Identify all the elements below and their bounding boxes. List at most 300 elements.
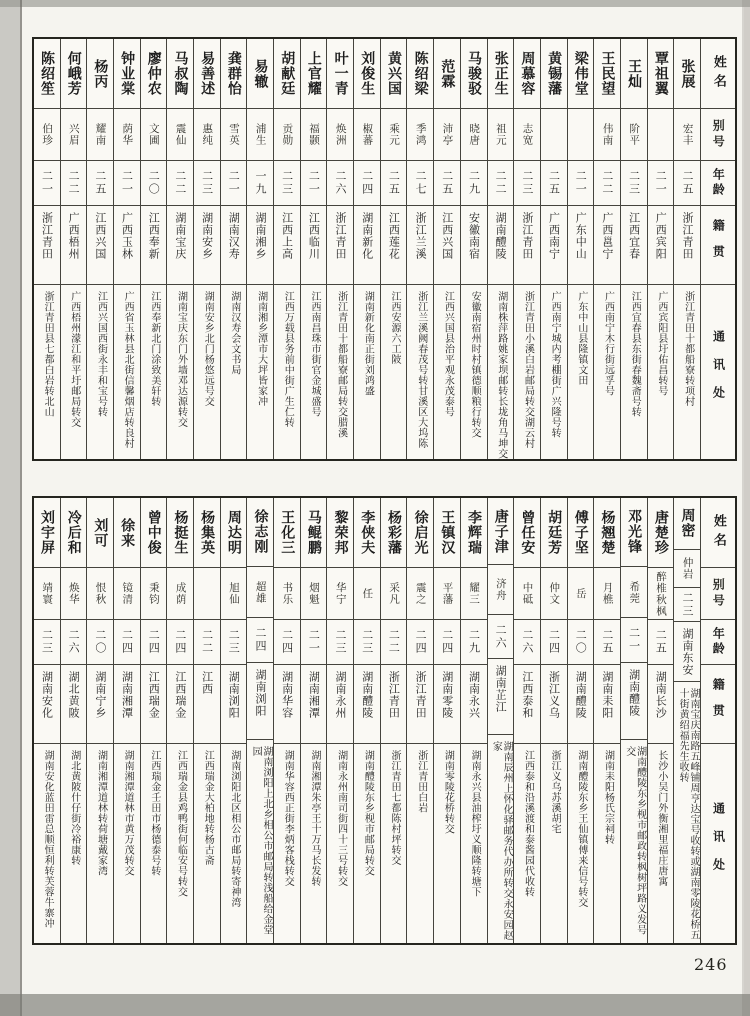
person-column — [326, 39, 353, 459]
header-column-top — [700, 39, 735, 459]
native-place-cell: 广西南宁 — [541, 206, 567, 285]
alias-cell: 伯珍 — [34, 109, 60, 161]
address-cell: 湖南耒阳杨氏宗祠转 — [602, 750, 614, 845]
alias-cell: 仲岩 — [674, 550, 700, 589]
alias-cell: 兴眉 — [61, 109, 87, 161]
name-cell: 易辙 — [247, 39, 273, 109]
name-cell: 覃祖翼 — [648, 39, 674, 109]
native-place-cell: 安徽南宿 — [461, 206, 487, 285]
address-cell: 广西南宁木行街远孚号 — [602, 291, 614, 396]
name-cell: 马骏驳 — [461, 39, 487, 109]
person-column — [380, 39, 407, 459]
person-column — [166, 498, 193, 943]
alias-cell: 书乐 — [274, 568, 300, 620]
person-column — [593, 39, 620, 459]
person-column — [540, 498, 567, 943]
age-cell: 二四 — [247, 618, 273, 662]
age-cell: 二九 — [461, 161, 487, 206]
person-column — [34, 498, 60, 943]
name-cell: 胡廷芳 — [541, 498, 567, 568]
alias-cell: 旭仙 — [221, 568, 247, 620]
native-place-cell: 江西 — [194, 665, 220, 744]
alias-cell: 乘元 — [381, 109, 407, 161]
person-column — [593, 498, 620, 943]
age-cell: 二三 — [621, 161, 647, 206]
person-column — [193, 498, 220, 943]
address-cell: 湖南零陵花桥转交 — [442, 750, 454, 834]
address-cell: 广西宾阳县圩佑昌转号 — [655, 291, 667, 396]
address-cell: 湖南安化蓝田雷总顺恒利转芙蓉牛寨冲 — [42, 750, 54, 929]
person-column — [34, 39, 60, 459]
alias-cell: 靖寰 — [34, 568, 60, 620]
name-cell: 唐子津 — [488, 498, 514, 565]
address-cell: 湖南宝庆东门外墙邓达源转交 — [175, 291, 187, 428]
person-column — [673, 498, 700, 943]
native-place-cell: 湖南醴陵 — [354, 665, 380, 744]
native-place-cell: 浙江青田 — [381, 665, 407, 744]
address-cell: 湖南华容西正街李炳客栈转交 — [282, 750, 294, 887]
native-place-cell: 广西玉林 — [114, 206, 140, 285]
address-cell: 湖南安乡北门杨悠远号交 — [202, 291, 214, 407]
address-cell: 安徽南宿州时村镇德顺粮行转交 — [469, 291, 481, 438]
scan-edge-left — [0, 0, 22, 1016]
age-cell: 二四 — [541, 620, 567, 665]
header-alias-label: 别号 — [701, 109, 735, 161]
alias-cell: 华宁 — [327, 568, 353, 620]
address-cell: 湖南醴陵东乡枧市邮政转枫树坪路义发号交 — [623, 746, 646, 936]
header-native-label: 籍贯 — [701, 206, 735, 285]
native-place-cell: 湖南宝庆 — [167, 206, 193, 285]
person-column — [113, 39, 140, 459]
age-cell: 二一 — [221, 161, 247, 206]
alias-cell — [194, 568, 220, 620]
alias-cell: 宏丰 — [674, 109, 700, 161]
native-place-cell: 江西瑞金 — [167, 665, 193, 744]
name-cell: 杨彩藩 — [381, 498, 407, 568]
alias-cell: 秉钧 — [141, 568, 167, 620]
directory-table-bottom — [32, 496, 737, 945]
alias-cell: 恨秋 — [87, 568, 113, 620]
scan-edge-bottom — [0, 994, 750, 1016]
address-cell: 湖南宝庆南路五峰铺周亨达宝号收转或湖南零陵花桥五十街黄绍福先生收转 — [677, 687, 699, 940]
address-cell: 江西兴国西街永丰和宝号转 — [95, 291, 107, 417]
age-cell: 二三 — [221, 620, 247, 665]
person-column — [60, 498, 87, 943]
person-column — [246, 39, 273, 459]
address-cell: 江西瑞金县鸡鸭街何临安号转交 — [175, 750, 187, 897]
name-cell: 徐来 — [114, 498, 140, 568]
native-place-cell: 湖南醴陵 — [568, 665, 594, 744]
age-cell: 二六 — [514, 620, 540, 665]
alias-cell: 济舟 — [488, 565, 514, 615]
age-cell: 二〇 — [87, 620, 113, 665]
person-column — [246, 498, 273, 943]
address-cell: 湖南湘乡潭市大坪皆家冲 — [255, 291, 267, 407]
name-cell: 李侠夫 — [354, 498, 380, 568]
person-column — [433, 39, 460, 459]
native-place-cell: 江西上高 — [274, 206, 300, 285]
alias-cell: 文圃 — [141, 109, 167, 161]
person-column — [326, 498, 353, 943]
person-column — [513, 39, 540, 459]
alias-cell: 晓唐 — [461, 109, 487, 161]
age-cell: 二三 — [354, 620, 380, 665]
header-address-label: 通讯处 — [711, 801, 726, 886]
header-address-label: 通讯处 — [711, 330, 726, 414]
age-cell: 二四 — [407, 620, 433, 665]
address-cell: 江西兴国县治平观永茂泰号 — [442, 291, 454, 417]
age-cell: 二三 — [34, 620, 60, 665]
name-cell: 傅子坚 — [568, 498, 594, 568]
native-place-cell: 浙江青田 — [34, 206, 60, 285]
native-place-cell: 江西瑞金 — [141, 665, 167, 744]
name-cell: 冷后和 — [61, 498, 87, 568]
address-cell: 湖北黄陂什仔街冷裕康转 — [68, 750, 80, 866]
native-place-cell: 湖南永兴 — [461, 665, 487, 744]
name-cell: 刘宇屏 — [34, 498, 60, 568]
address-cell: 浙江青田白岩 — [415, 750, 427, 813]
person-column — [300, 498, 327, 943]
person-column — [460, 498, 487, 943]
name-cell: 曾任安 — [514, 498, 540, 568]
alias-cell: 成荫 — [167, 568, 193, 620]
name-cell: 黄兴国 — [381, 39, 407, 109]
address-cell: 湖南汉寿会文书局 — [228, 291, 240, 375]
alias-cell — [541, 109, 567, 161]
native-place-cell: 江西奉新 — [141, 206, 167, 285]
name-cell: 王灿 — [621, 39, 647, 109]
address-cell: 广东中山县隆镇文田 — [575, 291, 587, 386]
native-place-cell: 江西泰和 — [514, 665, 540, 744]
age-cell: 二三 — [327, 620, 353, 665]
native-place-cell: 湖南浏阳 — [221, 665, 247, 744]
name-cell: 叶一青 — [327, 39, 353, 109]
native-place-cell: 广东中山 — [568, 206, 594, 285]
alias-cell: 仲文 — [541, 568, 567, 620]
person-column — [620, 39, 647, 459]
age-cell: 二一 — [301, 620, 327, 665]
name-cell: 杨挺生 — [167, 498, 193, 568]
age-cell: 二五 — [434, 161, 460, 206]
person-column — [140, 39, 167, 459]
name-cell: 上官耀 — [301, 39, 327, 109]
address-cell: 浙江青田七都陈村坪转交 — [389, 750, 400, 866]
alias-cell: 焕华 — [61, 568, 87, 620]
person-column — [86, 39, 113, 459]
alias-cell: 震之 — [407, 568, 433, 620]
alias-cell: 焕洲 — [327, 109, 353, 161]
address-cell: 湖南醴陵东乡枧市邮局转交 — [362, 750, 374, 876]
person-column — [487, 498, 514, 943]
age-cell: 二一 — [34, 161, 60, 206]
scan-edge-top — [0, 0, 750, 7]
address-cell: 江西万载县务前中街广生仁转 — [282, 291, 294, 428]
alias-cell: 季鸿 — [407, 109, 433, 161]
person-column — [380, 498, 407, 943]
name-cell: 邓光锋 — [621, 498, 647, 567]
age-cell: 二五 — [594, 620, 620, 665]
alias-cell: 震仙 — [167, 109, 193, 161]
native-place-cell: 江西兴国 — [434, 206, 460, 285]
native-place-cell: 湖北黄陂 — [61, 665, 87, 744]
name-cell: 刘俊生 — [354, 39, 380, 109]
age-cell: 二四 — [167, 620, 193, 665]
name-cell: 周达明 — [221, 498, 247, 568]
person-column — [140, 498, 167, 943]
age-cell: 二五 — [381, 161, 407, 206]
alias-cell: 福颢 — [301, 109, 327, 161]
alias-cell: 耀南 — [87, 109, 113, 161]
native-place-cell: 湖南长沙 — [648, 665, 674, 744]
person-column — [60, 39, 87, 459]
name-cell: 黄锡藩 — [541, 39, 567, 109]
name-cell: 龚群怡 — [221, 39, 247, 109]
alias-cell: 祖元 — [488, 109, 514, 161]
header-native-label: 籍贯 — [701, 665, 735, 744]
person-column — [220, 39, 247, 459]
native-place-cell: 浙江青田 — [674, 206, 700, 285]
header-age-label: 年龄 — [701, 161, 735, 206]
native-place-cell: 浙江义乌 — [541, 665, 567, 744]
native-place-cell: 湖南醴陵 — [621, 663, 647, 741]
person-column — [166, 39, 193, 459]
address-cell: 湖南新化南正街刘鸿盛 — [362, 291, 374, 396]
header-name-label: 姓名 — [701, 39, 735, 109]
person-column — [273, 498, 300, 943]
alias-cell: 烟魁 — [301, 568, 327, 620]
person-column — [673, 39, 700, 459]
alias-cell: 阶平 — [621, 109, 647, 161]
age-cell: 二一 — [301, 161, 327, 206]
native-place-cell: 江西兴国 — [87, 206, 113, 285]
address-cell: 浙江青田小溪白岩邮局转交湖云村 — [522, 291, 534, 449]
person-column — [113, 498, 140, 943]
age-cell: 二五 — [648, 620, 674, 665]
address-cell: 江西南昌珠市街官金城盛号 — [308, 291, 320, 417]
name-cell: 马鲲鹏 — [301, 498, 327, 568]
name-cell: 廖仲农 — [141, 39, 167, 109]
alias-cell: 伟南 — [594, 109, 620, 161]
person-column — [353, 498, 380, 943]
age-cell: 二九 — [461, 620, 487, 665]
name-cell: 陈绍笙 — [34, 39, 60, 109]
age-cell: 二六 — [61, 620, 87, 665]
age-cell: 二六 — [488, 615, 514, 658]
person-column — [567, 498, 594, 943]
native-place-cell: 广西邕宁 — [594, 206, 620, 285]
address-cell: 湖南永兴县油榨圩义顺隆转塘下 — [469, 750, 481, 897]
name-cell: 钟业棠 — [114, 39, 140, 109]
alias-cell: 志宽 — [514, 109, 540, 161]
name-cell: 周密 — [674, 498, 700, 550]
person-column — [620, 498, 647, 943]
native-place-cell: 广西梧州 — [61, 206, 87, 285]
person-column — [353, 39, 380, 459]
native-place-cell: 广西宾阳 — [648, 206, 674, 285]
address-cell: 浙江青田十都船寮邮局转交腊溪 — [335, 291, 347, 438]
native-place-cell: 湖南醴陵 — [488, 206, 514, 285]
alias-cell: 超雄 — [247, 567, 273, 618]
address-cell: 湖南株萍路姚家坝邮转长垅角马坤交 — [495, 291, 507, 459]
person-column — [300, 39, 327, 459]
age-cell: 二五 — [674, 161, 700, 206]
age-cell: 二三 — [274, 161, 300, 206]
name-cell: 王镇汉 — [434, 498, 460, 568]
name-cell: 杨集英 — [194, 498, 220, 568]
native-place-cell: 湖南新化 — [354, 206, 380, 285]
alias-cell: 岳 — [568, 568, 594, 620]
address-cell: 广西省玉林县北街信馨烟店转良村 — [122, 291, 134, 449]
alias-cell: 任 — [354, 568, 380, 620]
name-cell: 曾中俊 — [141, 498, 167, 568]
address-cell: 广西南宁城内考棚街广兴隆号转 — [549, 291, 561, 438]
name-cell: 唐楚珍 — [648, 498, 674, 568]
alias-cell — [568, 109, 594, 161]
header-age-label: 年龄 — [701, 620, 735, 665]
name-cell: 梁伟堂 — [568, 39, 594, 109]
name-cell: 王化三 — [274, 498, 300, 568]
address-cell: 湖南醴陵东乡王仙镇傅来信号转交 — [575, 750, 587, 908]
directory-table-top — [32, 37, 737, 461]
native-place-cell: 湖南永州 — [327, 665, 353, 744]
person-column — [487, 39, 514, 459]
name-cell: 李辉瑞 — [461, 498, 487, 568]
page-number: 246 — [694, 955, 728, 974]
age-cell: 一九 — [247, 161, 273, 206]
person-column — [193, 39, 220, 459]
person-column — [540, 39, 567, 459]
address-cell: 浙江义乌苏溪胡宅 — [549, 750, 561, 834]
age-cell: 二二 — [488, 161, 514, 206]
age-cell: 二一 — [621, 618, 647, 662]
address-cell: 江西瑞金壬田市杨德泰号转 — [148, 750, 160, 876]
person-column — [220, 498, 247, 943]
age-cell: 二〇 — [568, 620, 594, 665]
header-column-bottom — [700, 498, 735, 943]
alias-cell — [648, 109, 674, 161]
age-cell: 二四 — [274, 620, 300, 665]
native-place-cell: 湖南湘潭 — [114, 665, 140, 744]
name-cell: 黎荣邦 — [327, 498, 353, 568]
person-column — [647, 498, 674, 943]
person-column — [567, 39, 594, 459]
name-cell: 胡献廷 — [274, 39, 300, 109]
age-cell: 二一 — [648, 161, 674, 206]
native-place-cell: 江西莲花 — [381, 206, 407, 285]
age-cell: 二五 — [541, 161, 567, 206]
age-cell: 二四 — [141, 620, 167, 665]
address-cell: 江西宜春县东街春魏斋号转 — [629, 291, 641, 417]
name-cell: 张展 — [674, 39, 700, 109]
name-cell: 刘可 — [87, 498, 113, 568]
alias-cell: 中砥 — [514, 568, 540, 620]
name-cell: 周慕容 — [514, 39, 540, 109]
native-place-cell: 浙江青田 — [514, 206, 540, 285]
person-column — [406, 39, 433, 459]
person-column — [433, 498, 460, 943]
address-cell: 湖南湘潭道林市黄万茂转交 — [122, 750, 134, 876]
alias-cell: 希莞 — [621, 567, 647, 618]
native-place-cell: 湖南东安 — [674, 622, 700, 682]
alias-cell: 浦生 — [247, 109, 273, 161]
age-cell: 二一 — [568, 161, 594, 206]
native-place-cell: 湖南湘乡 — [247, 206, 273, 285]
age-cell: 二四 — [434, 620, 460, 665]
native-place-cell: 湖南芷江 — [488, 659, 514, 735]
address-cell: 浙江兰溪阙春茂号转甘溪区大坞陈 — [415, 291, 427, 449]
address-cell: 浙江青田县七都白岩转北山 — [42, 291, 54, 417]
age-cell: 二〇 — [141, 161, 167, 206]
alias-cell: 耀三 — [461, 568, 487, 620]
address-cell: 江西安源六工陂 — [389, 291, 400, 365]
native-place-cell: 湖南安乡 — [194, 206, 220, 285]
native-place-cell: 浙江青田 — [327, 206, 353, 285]
alias-cell: 平藩 — [434, 568, 460, 620]
alias-cell: 荫华 — [114, 109, 140, 161]
name-cell: 徐志刚 — [247, 498, 273, 567]
header-alias-label: 别号 — [701, 568, 735, 620]
age-cell: 二三 — [194, 161, 220, 206]
person-column — [513, 498, 540, 943]
age-cell: 二一 — [114, 161, 140, 206]
name-cell: 陈绍梁 — [407, 39, 433, 109]
address-cell: 江西奉新北门涂致美轩转 — [148, 291, 160, 407]
alias-cell: 椒蕃 — [354, 109, 380, 161]
alias-cell: 月樵 — [594, 568, 620, 620]
age-cell: 二四 — [354, 161, 380, 206]
name-cell: 何峨芳 — [61, 39, 87, 109]
age-cell: 二三 — [514, 161, 540, 206]
header-name-label: 姓名 — [701, 498, 735, 568]
alias-cell: 贡勋 — [274, 109, 300, 161]
native-place-cell: 江西临川 — [301, 206, 327, 285]
name-cell: 易善述 — [194, 39, 220, 109]
name-cell: 杨翘楚 — [594, 498, 620, 568]
alias-cell: 雪英 — [221, 109, 247, 161]
age-cell: 二二 — [381, 620, 407, 665]
native-place-cell: 湖南零陵 — [434, 665, 460, 744]
age-cell: 二二 — [194, 620, 220, 665]
address-cell: 湖南浏阳上北乡相公市邮局转浅船给金堂园 — [250, 746, 272, 936]
age-cell: 二二 — [594, 161, 620, 206]
native-place-cell: 浙江青田 — [407, 665, 433, 744]
address-cell: 广西梧州濛江和平圩邮局转交 — [68, 291, 80, 428]
name-cell: 张正生 — [488, 39, 514, 109]
name-cell: 徐启光 — [407, 498, 433, 568]
native-place-cell: 湖南浏阳 — [247, 663, 273, 741]
alias-cell: 镜清 — [114, 568, 140, 620]
name-cell: 王民望 — [594, 39, 620, 109]
native-place-cell: 湖南宁乡 — [87, 665, 113, 744]
native-place-cell: 江西宜春 — [621, 206, 647, 285]
age-cell: 二五 — [87, 161, 113, 206]
native-place-cell: 湖南华容 — [274, 665, 300, 744]
alias-cell: 惠纯 — [194, 109, 220, 161]
address-cell: 湖南湘潭道林转荷塘戴家湾 — [95, 750, 107, 876]
age-cell: 二二 — [167, 161, 193, 206]
address-cell: 江西泰和沿溪渡和泰酱园代收转 — [522, 750, 534, 897]
age-cell: 二三 — [674, 588, 700, 621]
person-column — [647, 39, 674, 459]
address-cell: 湖南浏阳北区相公市邮局转寄神湾 — [228, 750, 240, 908]
address-cell: 江西瑞金大柏地转杨古斋 — [202, 750, 214, 866]
name-cell: 杨丙 — [87, 39, 113, 109]
alias-cell: 沛亭 — [434, 109, 460, 161]
person-column — [86, 498, 113, 943]
address-cell: 湖南辰州上怀化驿邮务代办所转交永安园赵家 — [490, 741, 513, 941]
address-cell: 浙江青田十都船寮转项村 — [682, 291, 694, 407]
address-cell: 湖南湘潭朱亭王十万马长发转 — [308, 750, 320, 887]
